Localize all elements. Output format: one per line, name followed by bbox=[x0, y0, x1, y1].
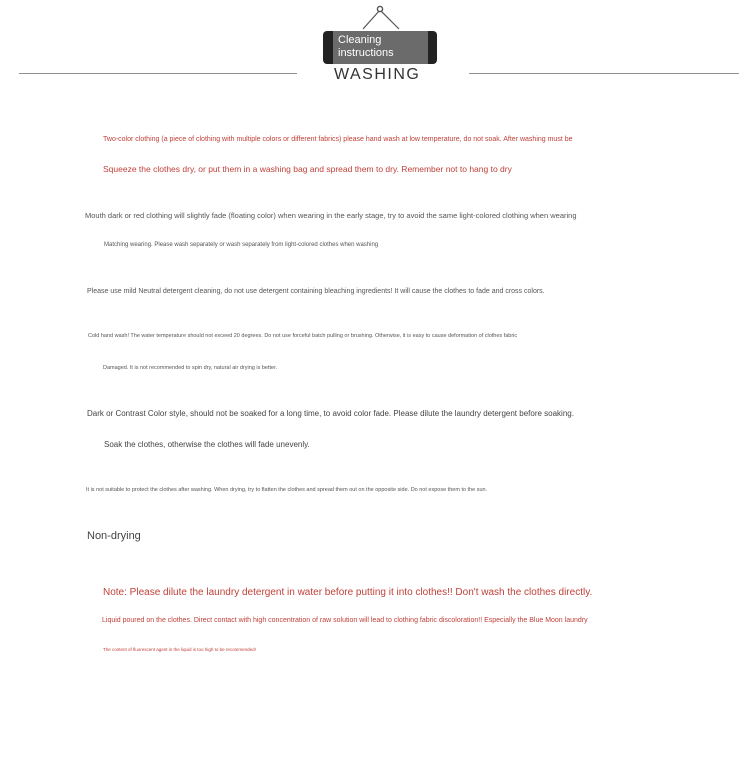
note-line-2: Liquid poured on the clothes. Direct contact with high concentration of raw solution will lead to clothing fabric discoloration!! Especially the Blue Moon laundry bbox=[102, 617, 588, 624]
note-line-1: Note: Please dilute the laundry detergent in water before putting it into clothes!! Don't wash the clothes directly. bbox=[103, 587, 593, 598]
instruction-line-6: Cold hand wash! The water temperature should not exceed 20 degrees. Do not use forceful batch pulling or brushing. Otherwise, it is easy to cause deformation of clothes fabric bbox=[88, 333, 518, 339]
instruction-line-7: Damaged. It is not recommended to spin dry, natural air drying is better. bbox=[103, 365, 278, 371]
instruction-line-1: Two-color clothing (a piece of clothing with multiple colors or different fabrics) please hand wash at low temperature, do not soak. After washing must be bbox=[103, 136, 573, 143]
sign-label bbox=[338, 34, 428, 60]
instruction-line-2: Squeeze the clothes dry, or put them in a washing bag and spread them to dry. Remember not to hang to dry bbox=[103, 164, 512, 174]
instruction-line-5: Please use mild Neutral detergent cleaning, do not use detergent containing bleaching ingredients! It will cause the clothes to fade and cross colors. bbox=[87, 288, 545, 295]
section-heading-non-drying: Non-drying bbox=[87, 530, 141, 542]
instruction-line-3: Mouth dark or red clothing will slightly fade (floating color) when wearing in the early stage, try to avoid the same light-colored clothing when wearing bbox=[85, 211, 577, 220]
instruction-line-8: Dark or Contrast Color style, should not be soaked for a long time, to avoid color fade. Please dilute the laundry detergent before soaking. bbox=[87, 409, 574, 418]
sign-label-line-1: Cleaning bbox=[338, 34, 382, 46]
note-line-3: The content of fluorescent agent in the liquid is too high to be recommended! bbox=[103, 647, 256, 652]
instruction-line-4: Matching wearing. Please wash separately or wash separately from light-colored clothes when washing bbox=[104, 242, 379, 248]
page-title: WASHING bbox=[334, 66, 421, 83]
instruction-line-9: Soak the clothes, otherwise the clothes will fade unevenly. bbox=[104, 440, 310, 449]
header-divider-right bbox=[469, 73, 739, 74]
washing-sign bbox=[318, 4, 442, 88]
instruction-line-10: It is not suitable to protect the clothes after washing. When drying, try to flatten the clothes and spread them out on the opposite side. Do not expose them to the sun. bbox=[86, 487, 488, 493]
sign-label-line-2: instructions bbox=[338, 47, 394, 59]
header-divider-left bbox=[19, 73, 297, 74]
